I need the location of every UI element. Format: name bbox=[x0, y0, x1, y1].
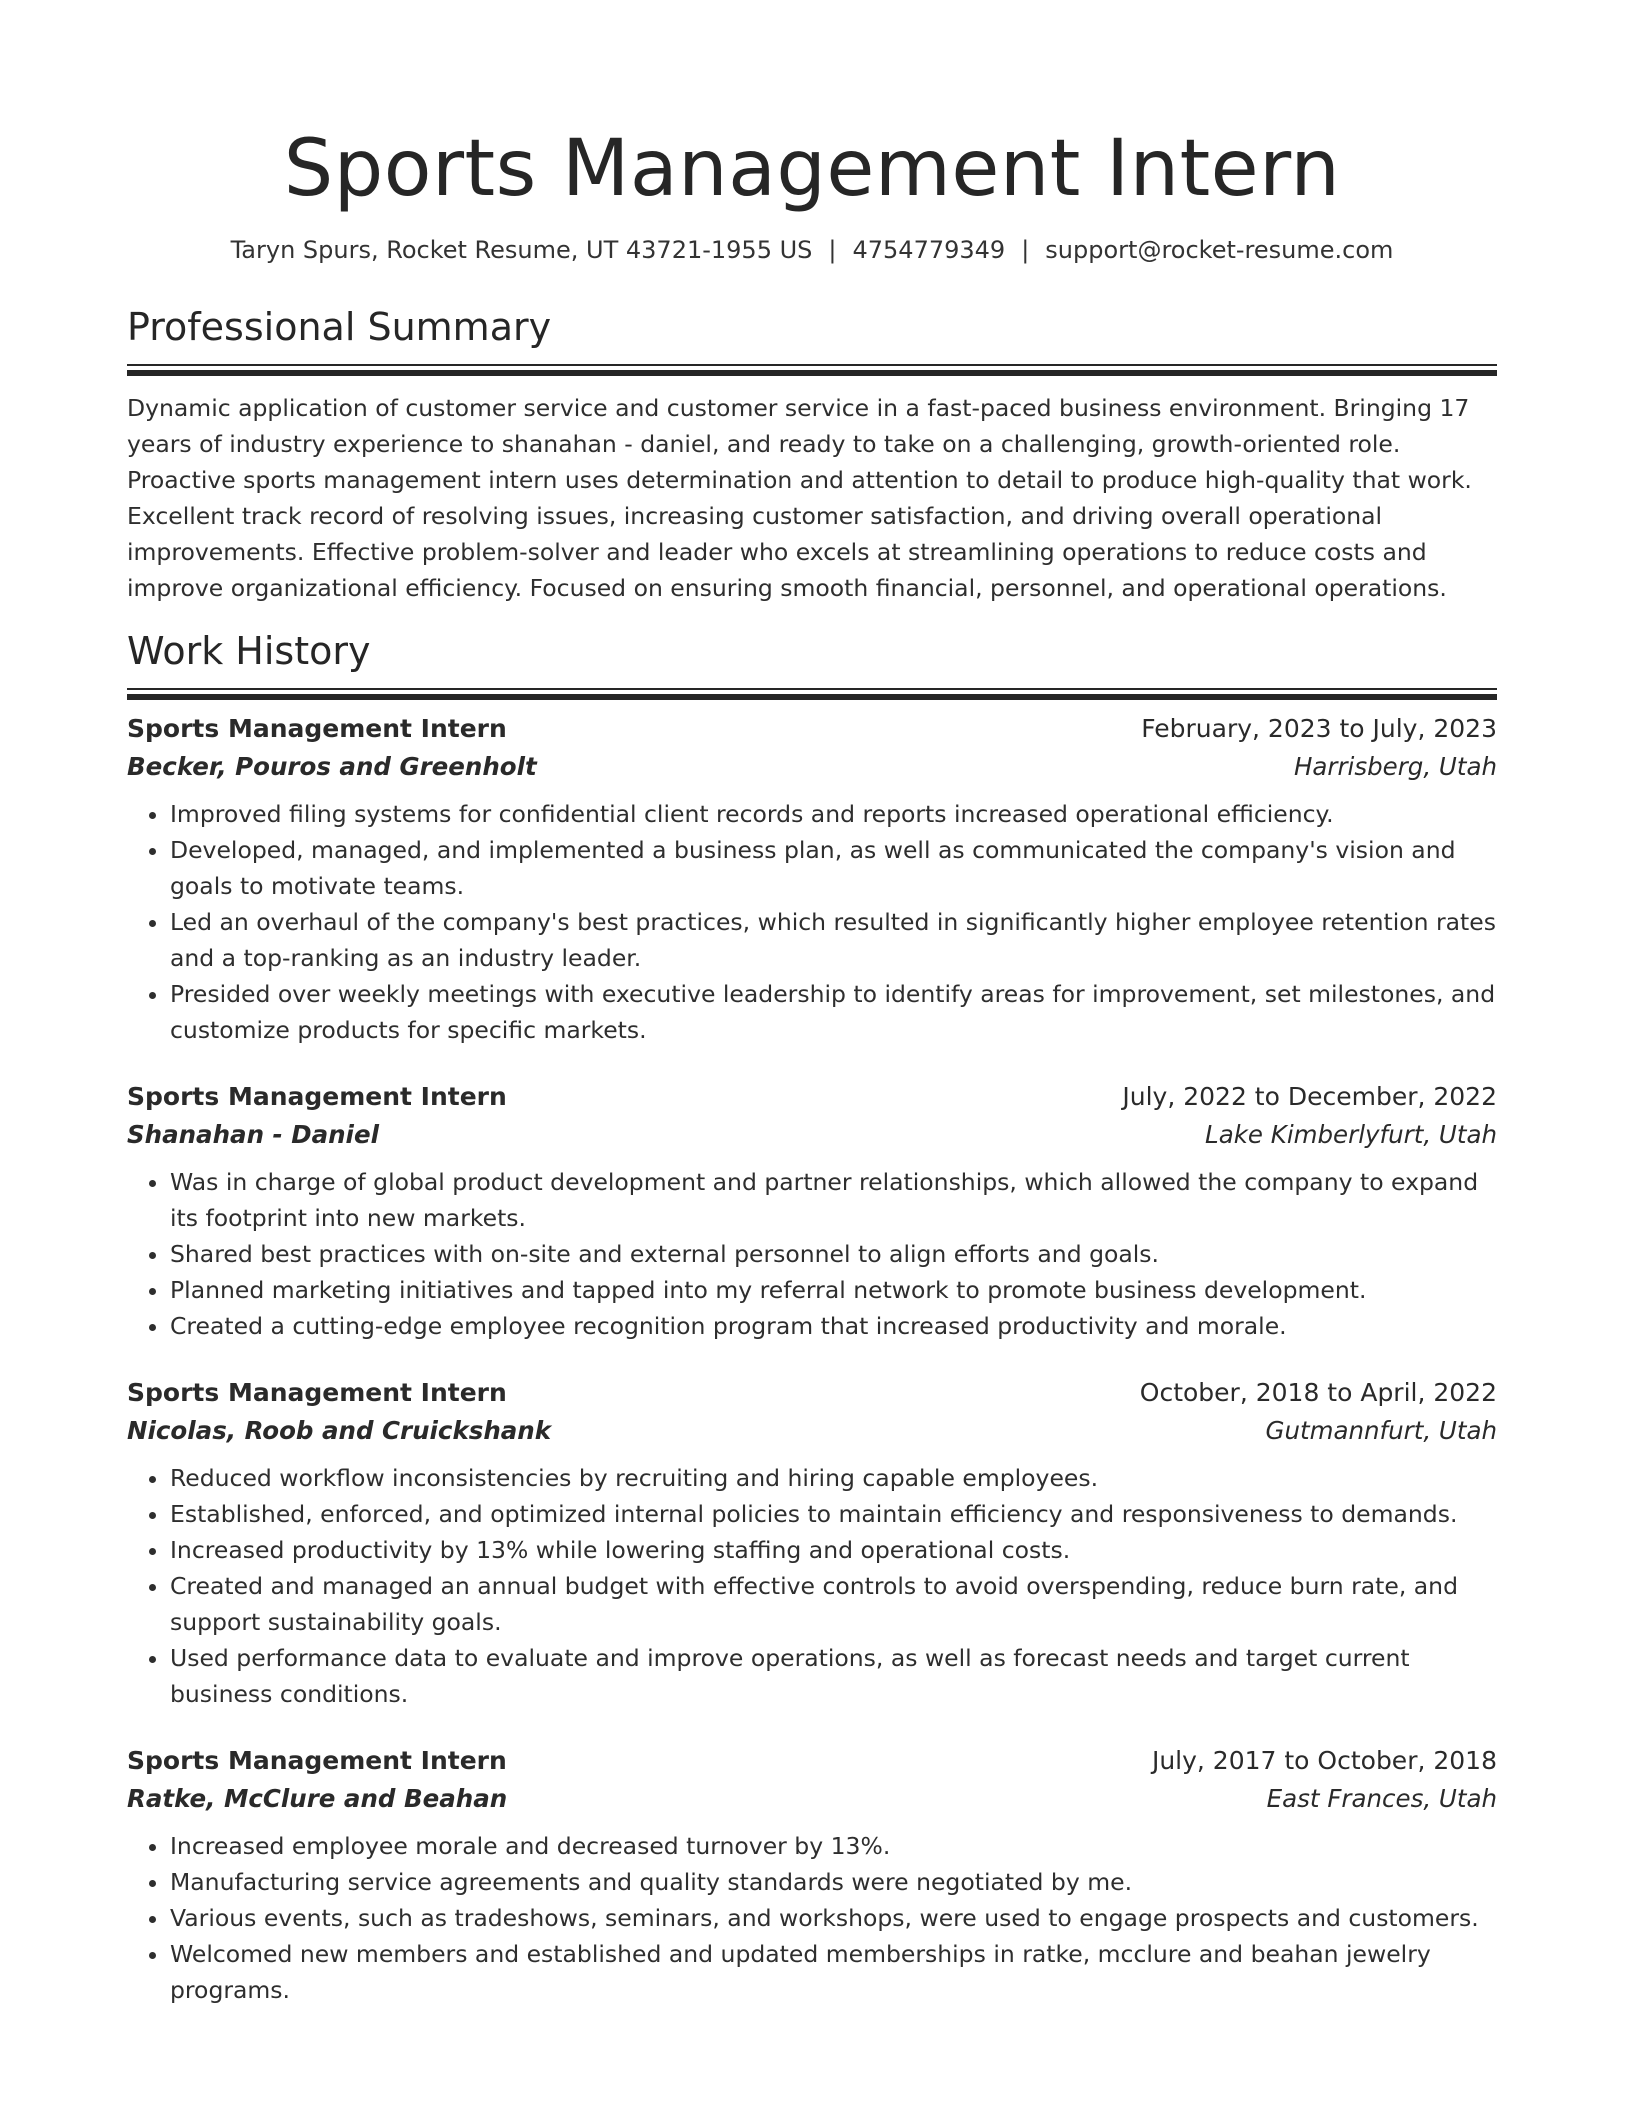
job-bullet: • Was in charge of global product development and partner relationships, which allowed the company to expand its footprint into new markets. bbox=[170, 1164, 1497, 1236]
job-title: Sports Management Intern bbox=[127, 1746, 507, 1775]
job-bullet-list bbox=[127, 1460, 1497, 1712]
job-company-row bbox=[127, 1780, 1497, 1818]
section-divider bbox=[127, 364, 1497, 374]
section-divider bbox=[127, 688, 1497, 698]
contact-email: support@rocket-resume.com bbox=[1045, 236, 1394, 264]
job-entry bbox=[127, 1078, 1497, 1344]
job-bullet: • Used performance data to evaluate and improve operations, as well as forecast needs and target current business conditions. bbox=[170, 1640, 1497, 1712]
job-bullet: • Manufacturing service agreements and quality standards were negotiated by me. bbox=[170, 1864, 1497, 1900]
job-dates: July, 2022 to December, 2022 bbox=[1122, 1082, 1497, 1111]
job-bullet: • Various events, such as tradeshows, seminars, and workshops, were used to engage prospects and customers. bbox=[170, 1900, 1497, 1936]
summary-text: Dynamic application of customer service and customer service in a fast-paced business environment. Bringing 17 years of industry experience to shanahan - daniel, and ready to take on a challenging, growth-oriented role. Proactive sports management intern uses determination and attention to detail to produce high-quality that work. Excellent track record of resolving issues, increasing customer satisfaction, and driving overall operational improvements. Effective problem-solver and leader who excels at streamlining operations to reduce costs and improve organizational efficiency. Focused on ensuring smooth financial, personnel, and operational operations. bbox=[127, 394, 1472, 602]
job-bullet: • Shared best practices with on-site and external personnel to align efforts and goals. bbox=[170, 1236, 1497, 1272]
job-bullet: • Presided over weekly meetings with executive leadership to identify areas for improvement, set milestones, and customize products for specific markets. bbox=[170, 976, 1497, 1048]
job-bullet: • Reduced workflow inconsistencies by recruiting and hiring capable employees. bbox=[170, 1460, 1497, 1496]
job-title: Sports Management Intern bbox=[127, 1082, 507, 1111]
job-entry bbox=[127, 710, 1497, 1048]
contact-line bbox=[127, 234, 1497, 266]
job-bullet: • Created a cutting-edge employee recognition program that increased productivity and morale. bbox=[170, 1308, 1497, 1344]
job-bullet: • Welcomed new members and established and updated memberships in ratke, mcclure and beahan jewelry programs. bbox=[170, 1936, 1497, 2008]
job-dates: October, 2018 to April, 2022 bbox=[1139, 1378, 1497, 1407]
job-location: Gutmannfurt, Utah bbox=[1265, 1416, 1497, 1445]
contact-phone: 4754779349 bbox=[852, 236, 1006, 264]
page-title: Sports Management Intern bbox=[283, 124, 1341, 214]
job-bullet: • Planned marketing initiatives and tapped into my referral network to promote business development. bbox=[170, 1272, 1497, 1308]
job-bullet: • Increased employee morale and decreased turnover by 13%. bbox=[170, 1828, 1497, 1864]
job-header-row bbox=[127, 1374, 1497, 1412]
job-bullet-list bbox=[127, 796, 1497, 1048]
job-bullet: • Created and managed an annual budget with effective controls to avoid overspending, reduce burn rate, and support sustainability goals. bbox=[170, 1568, 1497, 1640]
resume-page bbox=[127, 0, 1497, 2008]
contact-separator: | bbox=[1021, 236, 1030, 264]
job-dates: February, 2023 to July, 2023 bbox=[1141, 714, 1497, 743]
job-location: East Frances, Utah bbox=[1266, 1784, 1497, 1813]
section-heading-summary: Professional Summary bbox=[127, 305, 552, 349]
job-location: Harrisberg, Utah bbox=[1293, 752, 1497, 781]
contact-separator: | bbox=[828, 236, 837, 264]
work-history-list bbox=[127, 710, 1497, 2008]
job-entry bbox=[127, 1374, 1497, 1712]
job-bullet-list bbox=[127, 1828, 1497, 2008]
job-header-row bbox=[127, 1742, 1497, 1780]
job-company-row bbox=[127, 1412, 1497, 1450]
contact-address: Taryn Spurs, Rocket Resume, UT 43721-1955 US bbox=[230, 236, 813, 264]
job-company-row bbox=[127, 1116, 1497, 1154]
job-location: Lake Kimberlyfurt, Utah bbox=[1205, 1120, 1497, 1149]
job-header-row bbox=[127, 1078, 1497, 1116]
job-title: Sports Management Intern bbox=[127, 1378, 507, 1407]
job-company: Shanahan - Daniel bbox=[127, 1120, 379, 1149]
job-header-row bbox=[127, 710, 1497, 748]
section-heading-work-history: Work History bbox=[127, 629, 371, 673]
job-bullet: • Developed, managed, and implemented a business plan, as well as communicated the company's vision and goals to motivate teams. bbox=[170, 832, 1497, 904]
job-bullet: • Established, enforced, and optimized internal policies to maintain efficiency and responsiveness to demands. bbox=[170, 1496, 1497, 1532]
job-bullet-list bbox=[127, 1164, 1497, 1344]
job-title: Sports Management Intern bbox=[127, 714, 507, 743]
job-dates: July, 2017 to October, 2018 bbox=[1151, 1746, 1497, 1775]
job-entry bbox=[127, 1742, 1497, 2008]
job-company-row bbox=[127, 748, 1497, 786]
job-bullet: • Improved filing systems for confidential client records and reports increased operational efficiency. bbox=[170, 796, 1497, 832]
job-company: Becker, Pouros and Greenholt bbox=[127, 752, 537, 781]
job-bullet: • Increased productivity by 13% while lowering staffing and operational costs. bbox=[170, 1532, 1497, 1568]
job-company: Ratke, McClure and Beahan bbox=[127, 1784, 508, 1813]
job-company: Nicolas, Roob and Cruickshank bbox=[127, 1416, 552, 1445]
job-bullet: • Led an overhaul of the company's best practices, which resulted in significantly higher employee retention rates and a top-ranking as an industry leader. bbox=[170, 904, 1497, 976]
